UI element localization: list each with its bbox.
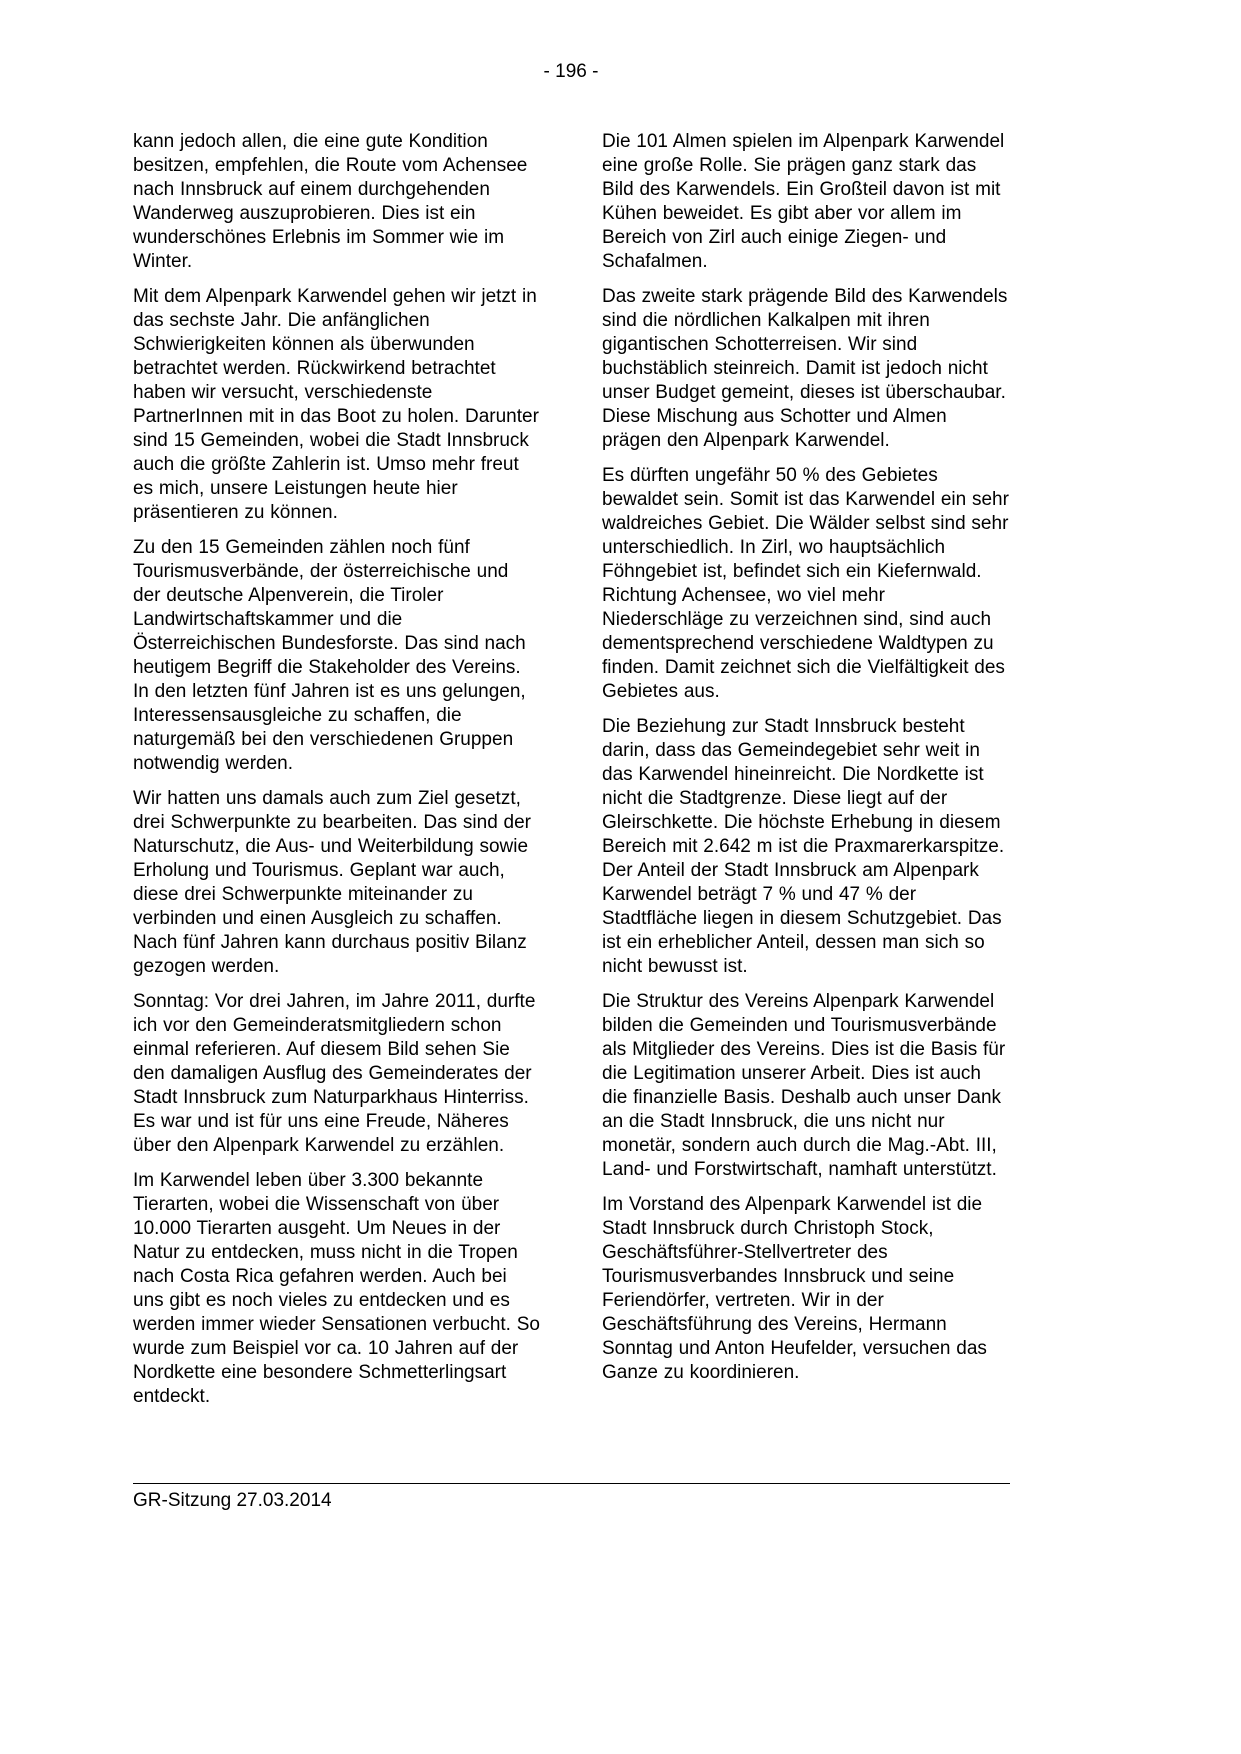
paragraph: Die Beziehung zur Stadt Innsbruck besteht darin, dass das Gemeindegebiet sehr weit in das Karwendel hineinreicht. Die Nordkette ist nicht die Stadtgrenze. Diese liegt auf der Gleirschkette. Die höchste Erhebung in diesem Bereich mit 2.642 m ist die Praxmarerkarspitze. Der Anteil der Stadt Innsbruck am Alpenpark Karwendel beträgt 7 % und 47 % der Stadtfläche liegen in diesem Schutzgebiet. Das ist ein erheblicher Anteil, dessen man sich so nicht bewusst ist. [602,716,1005,977]
footer-divider [133,1483,1010,1484]
footer-text: GR-Sitzung 27.03.2014 [133,1490,332,1511]
paragraph: Es dürften ungefähr 50 % des Gebietes bewaldet sein. Somit ist das Karwendel ein sehr waldreiches Gebiet. Die Wälder selbst sind sehr unterschiedlich. In Zirl, wo hauptsächlich Föhngebiet ist, befindet sich ein Kiefernwald. Richtung Achensee, wo viel mehr Niederschläge zu verzeichnen sind, sind auch dementsprechend verschiedene Waldtypen zu finden. Damit zeichnet sich die Vielfältigkeit des Gebietes aus. [602,465,1009,702]
page-footer [133,1483,1010,1513]
text-columns [133,130,1009,1420]
paragraph: Die Struktur des Vereins Alpenpark Karwendel bilden die Gemeinden und Tourismusverbände als Mitglieder des Vereins. Dies ist die Basis für die Legitimation unserer Arbeit. Dies ist auch die finanzielle Basis. Deshalb auch unser Dank an die Stadt Innsbruck, die uns nicht nur monetär, sondern auch durch die Mag.-Abt. III, Land- und Forstwirtschaft, namhaft unterstützt. [602,991,1006,1180]
paragraph: Das zweite stark prägende Bild des Karwendels sind die nördlichen Kalkalpen mit ihren gigantischen Schotterreisen. Wir sind buchstäblich steinreich. Damit ist jedoch nicht unser Budget gemeint, dieses ist überschaubar. Diese Mischung aus Schotter und Almen prägen den Alpenpark Karwendel. [602,286,1008,451]
paragraph: kann jedoch allen, die eine gute Kondition besitzen, empfehlen, die Route vom Achensee nach Innsbruck auf einem durchgehenden Wanderweg auszuprobieren. Dies ist ein wunderschönes Erlebnis im Sommer wie im Winter. [133,131,528,272]
paragraph: Im Vorstand des Alpenpark Karwendel ist die Stadt Innsbruck durch Christoph Stock, Geschäftsführer-Stellvertreter des Tourismusverbandes Innsbruck und seine Feriendörfer, vertreten. Wir in der Geschäftsführung des Vereins, Hermann Sonntag und Anton Heufelder, versuchen das Ganze zu koordinieren. [602,1194,987,1383]
left-column [133,130,540,1420]
paragraph: Wir hatten uns damals auch zum Ziel gesetzt, drei Schwerpunkte zu bearbeiten. Das sind der Naturschutz, die Aus- und Weiterbildung sowie Erholung und Tourismus. Geplant war auch, diese drei Schwerpunkte miteinander zu verbinden und einen Ausgleich zu schaffen. Nach fünf Jahren kann durchaus positiv Bilanz gezogen werden. [133,788,532,977]
paragraph: Die 101 Almen spielen im Alpenpark Karwendel eine große Rolle. Sie prägen ganz stark das Bild des Karwendels. Ein Großteil davon ist mit Kühen beweidet. Es gibt aber vor allem im Bereich von Zirl auch einige Ziegen- und Schafalmen. [602,131,1005,272]
paragraph: Mit dem Alpenpark Karwendel gehen wir jetzt in das sechste Jahr. Die anfänglichen Schwierigkeiten können als überwunden betrachtet werden. Rückwirkend betrachtet haben wir versucht, verschiedenste PartnerInnen mit in das Boot zu holen. Darunter sind 15 Gemeinden, wobei die Stadt Innsbruck auch die größte Zahlerin ist. Umso mehr freut es mich, unsere Leistungen heute hier präsentieren zu können. [133,286,539,523]
paragraph: Sonntag: Vor drei Jahren, im Jahre 2011, durfte ich vor den Gemeinderatsmitgliedern schon einmal referieren. Auf diesem Bild sehen Sie den damaligen Ausflug des Gemeinderates der Stadt Innsbruck zum Naturparkhaus Hinterriss. Es war und ist für uns eine Freude, Näheres über den Alpenpark Karwendel zu erzählen. [133,991,536,1156]
page-number: - 196 - [543,61,599,82]
right-column [602,130,1009,1420]
paragraph: Zu den 15 Gemeinden zählen noch fünf Tourismusverbände, der österreichische und der deutsche Alpenverein, die Tiroler Landwirtschaftskammer und die Österreichischen Bundesforste. Das sind nach heutigem Begriff die Stakeholder des Vereins. In den letzten fünf Jahren ist es uns gelungen, Interessensausgleiche zu schaffen, die naturgemäß bei den verschiedenen Gruppen notwendig werden. [133,537,526,774]
paragraph: Im Karwendel leben über 3.300 bekannte Tierarten, wobei die Wissenschaft von über 10.000 Tierarten ausgeht. Um Neues in der Natur zu entdecken, muss nicht in die Tropen nach Costa Rica gefahren werden. Auch bei uns gibt es noch vieles zu entdecken und es werden immer wieder Sensationen verbucht. So wurde zum Beispiel vor ca. 10 Jahren auf der Nordkette eine besondere Schmetterlingsart entdeckt. [133,1170,540,1407]
